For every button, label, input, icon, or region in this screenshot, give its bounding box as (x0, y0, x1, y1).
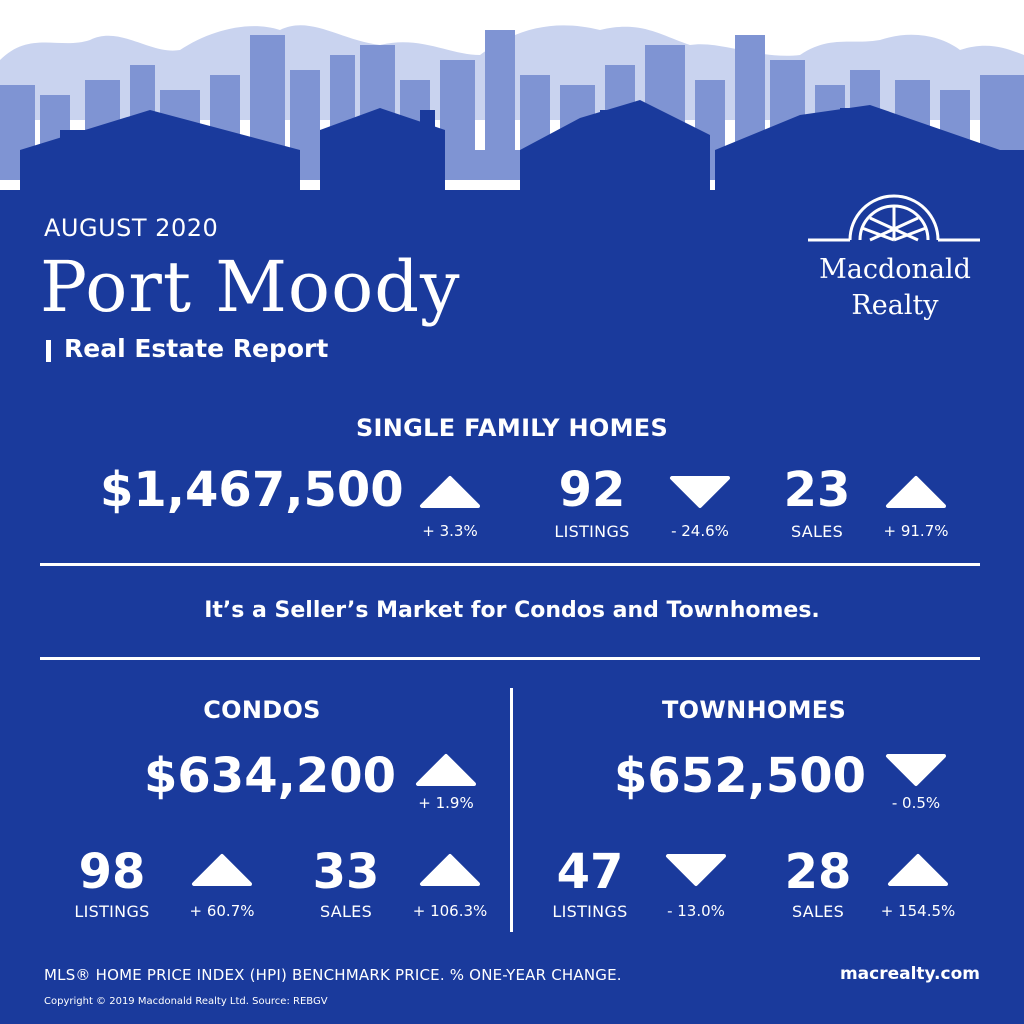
townhomes-sales-label: SALES (791, 902, 845, 921)
footer-note: MLS® HOME PRICE INDEX (HPI) BENCHMARK PRICE. % ONE-YEAR CHANGE. (44, 966, 622, 984)
triangle-up-icon (422, 478, 478, 506)
condos-sales-value: 33 (312, 844, 380, 900)
townhomes-price-trend-icon (884, 752, 948, 788)
market-tagline: It’s a Seller’s Market for Condos and Townhomes. (204, 598, 820, 623)
townhomes-title: TOWNHOMES (661, 696, 847, 724)
townhomes-sales-change: + 154.5% (880, 902, 956, 920)
report-subtitle: Real Estate Report (64, 334, 329, 363)
copyright: Copyright © 2019 Macdonald Realty Ltd. Source: REBGV (44, 996, 328, 1007)
townhomes-sales-value: 28 (784, 844, 852, 900)
website-link[interactable]: macrealty.com (839, 964, 980, 984)
sfh-listings-value: 92 (558, 462, 626, 518)
triangle-up-icon (422, 856, 478, 884)
condos-title: CONDOS (203, 696, 321, 724)
sfh-price-change: + 3.3% (422, 522, 478, 540)
townhomes-listings-change: - 13.0% (667, 902, 725, 920)
arch-window-icon (808, 192, 980, 248)
sfh-price-trend-icon (418, 474, 482, 510)
townhomes-listings-value: 47 (556, 844, 624, 900)
sfh-sales-label: SALES (790, 522, 844, 541)
triangle-down-icon (888, 756, 944, 784)
townhomes-price: $652,500 (614, 748, 867, 804)
condos-price-change: + 1.9% (418, 794, 474, 812)
condos-listings-label: LISTINGS (74, 902, 150, 921)
divider-top (40, 563, 980, 566)
townhomes-price-change: - 0.5% (891, 794, 941, 812)
townhomes-listings-label: LISTINGS (552, 902, 628, 921)
townhomes-listings-trend-icon (664, 852, 728, 888)
sfh-sales-trend-icon (884, 474, 948, 510)
condos-listings-change: + 60.7% (189, 902, 255, 920)
report-month: AUGUST 2020 (44, 214, 219, 242)
condos-sales-label: SALES (319, 902, 373, 921)
sfh-sales-value: 23 (783, 462, 851, 518)
condos-sales-change: + 106.3% (412, 902, 488, 920)
logo-text (806, 252, 984, 324)
single-family-title: SINGLE FAMILY HOMES (355, 414, 669, 442)
townhomes-sales-trend-icon (886, 852, 950, 888)
triangle-up-icon (194, 856, 250, 884)
triangle-down-icon (668, 856, 724, 884)
skyline-illustration (0, 0, 1024, 200)
city-title: Port Moody (40, 246, 461, 328)
condos-price-trend-icon (414, 752, 478, 788)
triangle-up-icon (888, 478, 944, 506)
triangle-up-icon (890, 856, 946, 884)
sfh-sales-change: + 91.7% (883, 522, 949, 540)
condos-listings-trend-icon (190, 852, 254, 888)
condos-price: $634,200 (144, 748, 397, 804)
logo-line-1: Macdonald (819, 254, 971, 285)
logo-line-2: Realty (851, 290, 939, 321)
sfh-listings-trend-icon (668, 474, 732, 510)
sfh-listings-label: LISTINGS (554, 522, 630, 541)
sfh-listings-change: - 24.6% (671, 522, 729, 540)
triangle-down-icon (672, 478, 728, 506)
triangle-up-icon (418, 756, 474, 784)
divider-middle (40, 657, 980, 660)
condos-listings-value: 98 (78, 844, 146, 900)
divider-vertical (510, 688, 513, 932)
sfh-price: $1,467,500 (100, 462, 404, 518)
subtitle-bar (46, 340, 51, 362)
condos-sales-trend-icon (418, 852, 482, 888)
